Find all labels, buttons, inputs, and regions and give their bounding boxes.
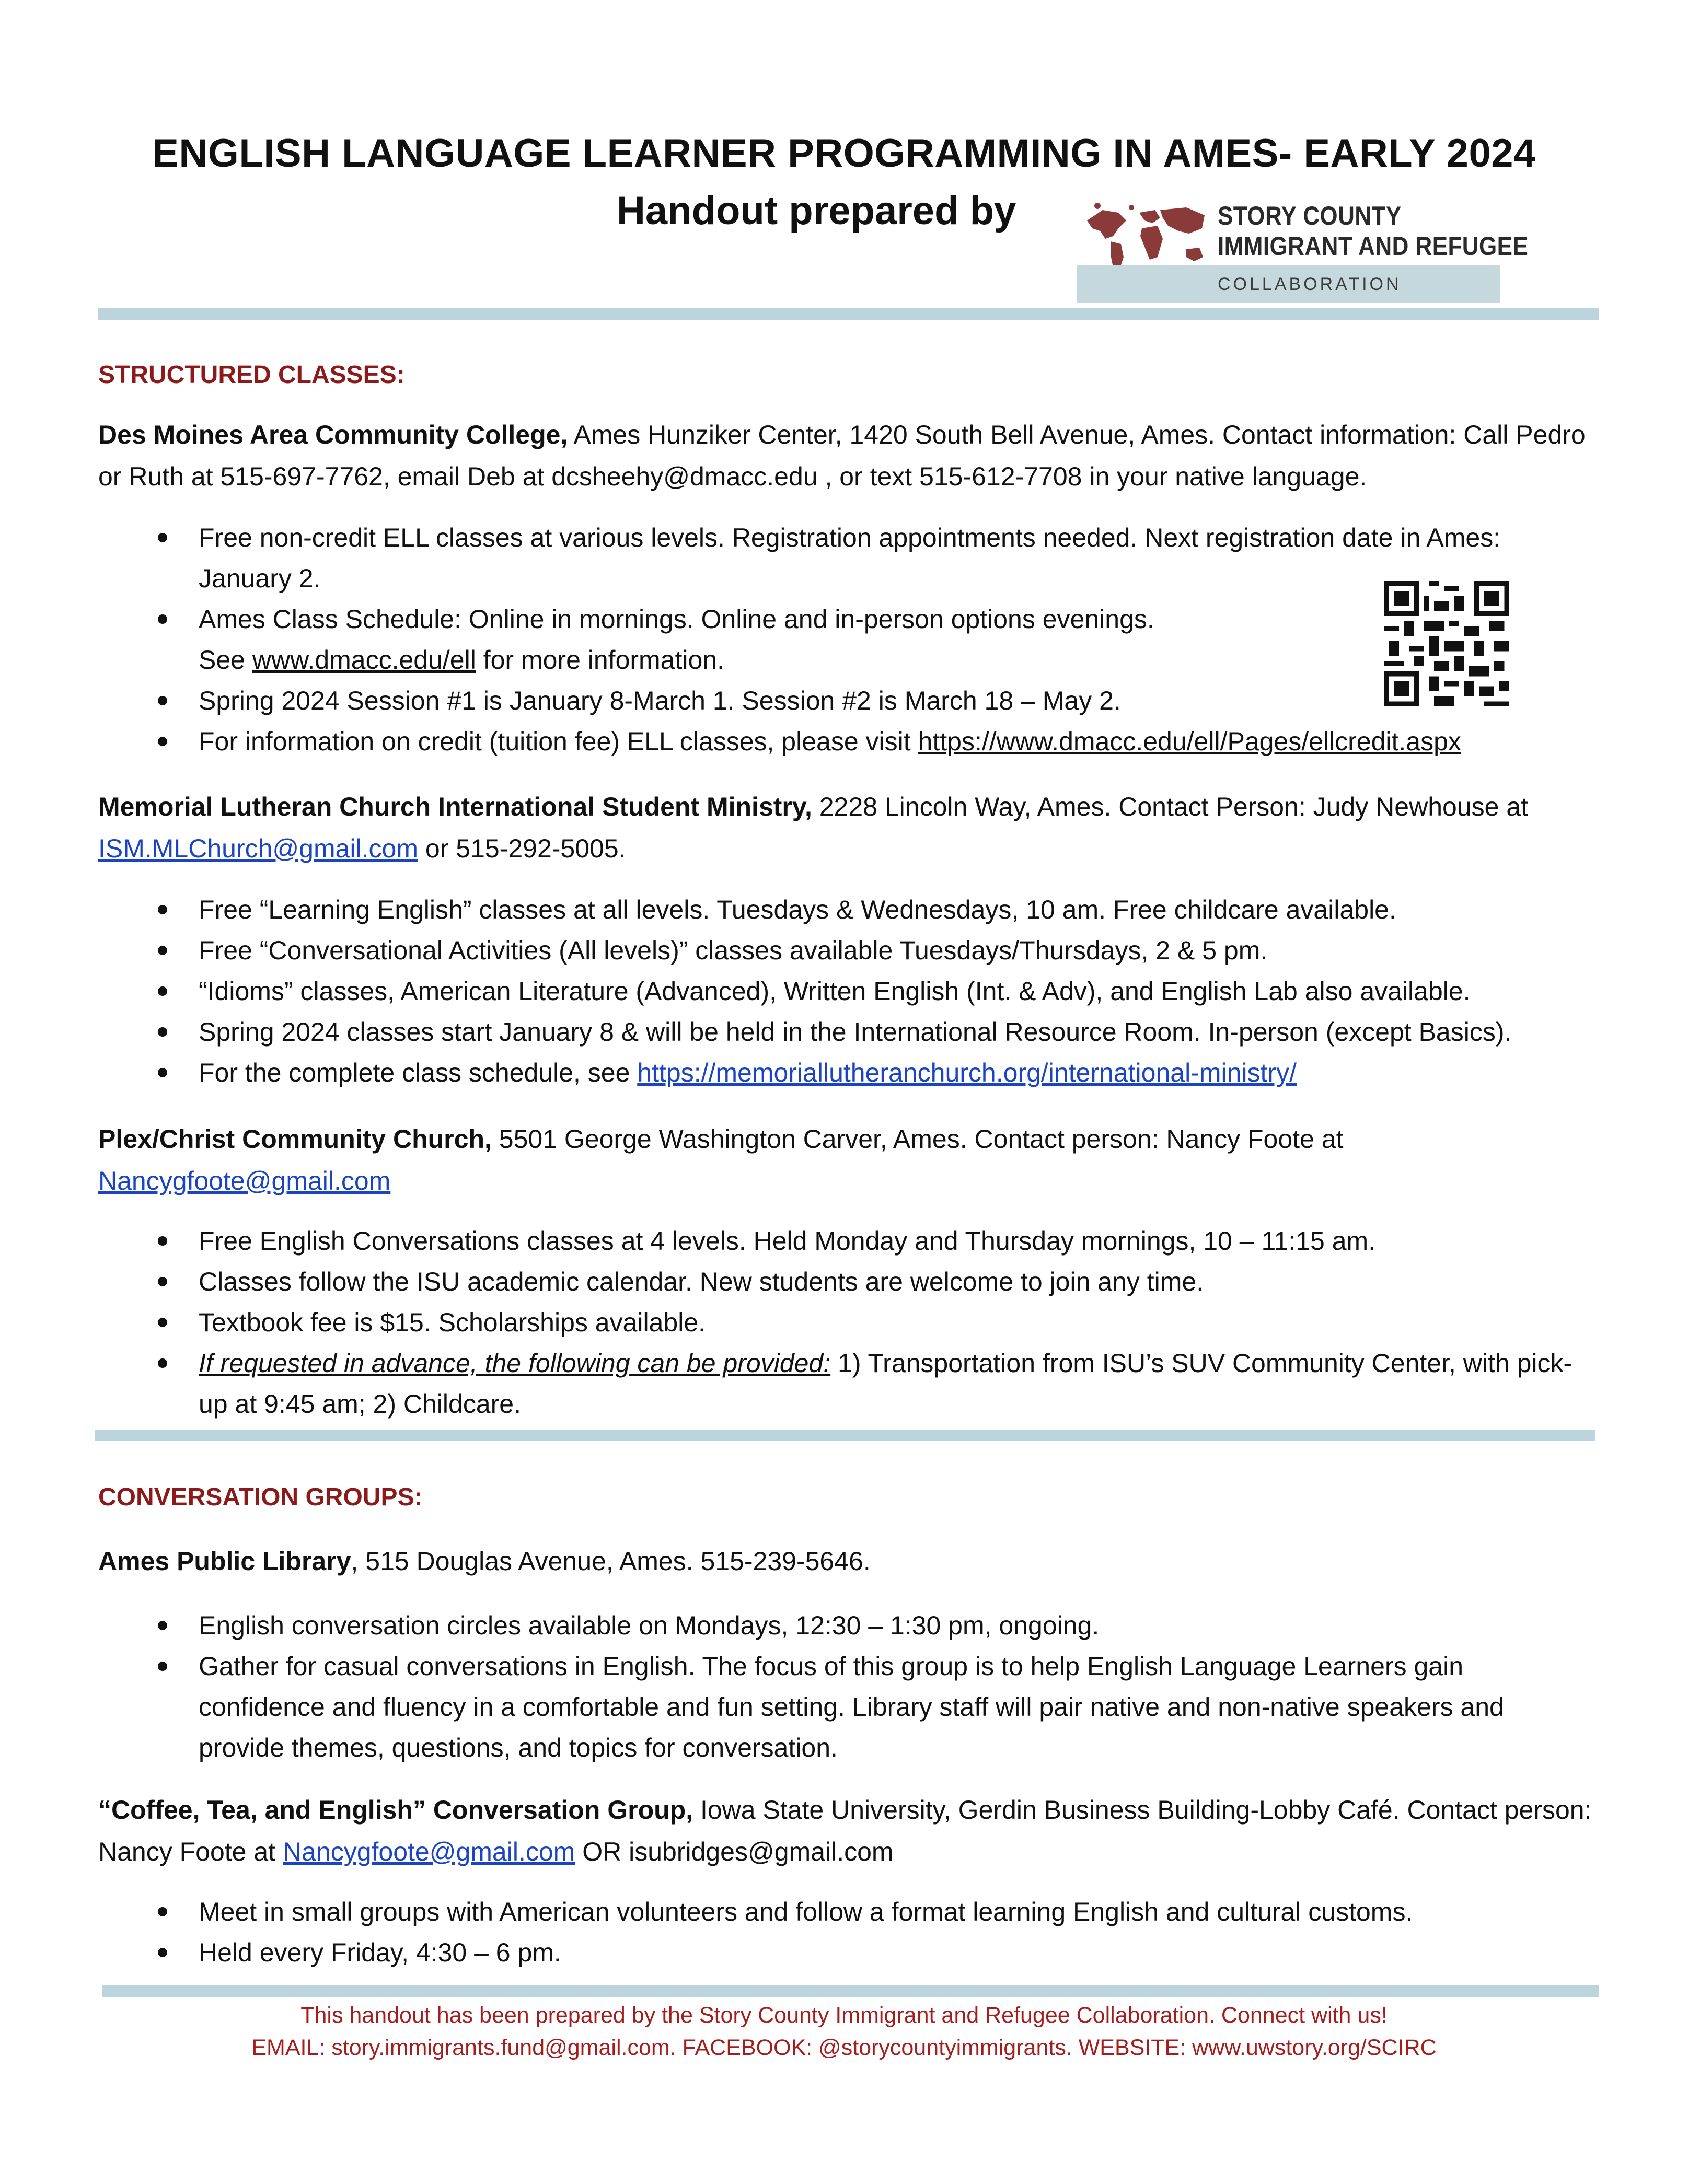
coffee-description: “Coffee, Tea, and English” Conversation Group, Iowa State University, Gerdin Business Building-Lobby Café. Contact person: Nancy Foote at Nancygfoote@gmail.com OR isubridges@gmail.com <box>98 1795 1592 1866</box>
structured-classes-heading: STRUCTURED CLASSES: <box>98 361 405 389</box>
list-item: Gather for casual conversations in English. The focus of this group is to help English Language Learners gain confidence and fluency in a comfortable and fun setting. Library staff will pair native and non-native speakers and provide themes, questions, and topics for conversation. <box>0 1646 1578 1768</box>
library-description: Ames Public Library, 515 Douglas Avenue, Ames. 515-239-5646. <box>98 1547 871 1576</box>
logo-line-3: COLLABORATION <box>1218 274 1402 294</box>
list-item: Free English Conversations classes at 4 levels. Held Monday and Thursday mornings, 10 – 11:15 am. <box>0 1221 1578 1261</box>
section-divider <box>95 1430 1595 1441</box>
list-item: For the complete class schedule, see https://memoriallutheranchurch.org/international-ministry/ <box>0 1052 1578 1093</box>
coffee-email-link[interactable]: Nancygfoote@gmail.com <box>282 1837 575 1866</box>
dmacc-description <box>98 414 1593 497</box>
qr-code-icon[interactable] <box>1384 581 1509 706</box>
list-item: Textbook fee is $15. Scholarships available. <box>0 1302 1578 1343</box>
dmacc-credit-link[interactable]: https://www.dmacc.edu/ell/Pages/ellcredit.aspx <box>918 727 1461 756</box>
header-divider <box>98 308 1599 320</box>
page-subtitle: Handout prepared by <box>617 189 1016 233</box>
page-title: ENGLISH LANGUAGE LEARNER PROGRAMMING IN AMES- EARLY 2024 <box>152 131 1536 176</box>
list-item: Free non-credit ELL classes at various levels. Registration appointments needed. Next registration date in Ames: January 2. <box>0 517 1578 599</box>
mlc-name: Memorial Lutheran Church International Student Ministry, <box>98 792 812 821</box>
mlc-list <box>0 889 1578 1093</box>
dmacc-info: Ames Hunziker Center, 1420 South Bell Avenue, Ames. Contact information: Call Pedro or Ruth at 515-697-7762, email Deb at dcsheehy@dmacc.edu , or text 515-612-7708 in your native language. <box>98 420 1586 491</box>
list-item: Spring 2024 classes start January 8 & will be held in the International Resource Room. In-person (except Basics). <box>0 1012 1578 1052</box>
footer-divider <box>102 1985 1599 1997</box>
list-item: Classes follow the ISU academic calendar. New students are welcome to join any time. <box>0 1261 1578 1302</box>
dmacc-list <box>0 517 1578 762</box>
list-item: Meet in small groups with American volunteers and follow a format learning English and cultural customs. <box>0 1891 1578 1932</box>
mlc-schedule-link[interactable]: https://memoriallutheranchurch.org/international-ministry/ <box>637 1058 1297 1087</box>
list-item: If requested in advance, the following can be provided: 1) Transportation from ISU’s SUV Community Center, with pick-up at 9:45 am; 2) Childcare. <box>0 1343 1578 1424</box>
advance-label: If requested in advance, the following can be provided: <box>199 1349 831 1378</box>
library-list <box>0 1605 1578 1768</box>
scirc-logo <box>1077 193 1529 303</box>
mlc-email-link[interactable]: ISM.MLChurch@gmail.com <box>98 834 419 863</box>
list-item: Held every Friday, 4:30 – 6 pm. <box>0 1932 1578 1973</box>
list-item: For information on credit (tuition fee) ELL classes, please visit https://www.dmacc.edu/ell/Pages/ellcredit.aspx <box>0 721 1578 762</box>
library-name: Ames Public Library <box>98 1547 351 1576</box>
mlc-description: Memorial Lutheran Church International Student Ministry, 2228 Lincoln Way, Ames. Contact Person: Judy Newhouse at ISM.MLChurch@gmail.com or 515-292-5005. <box>98 792 1529 863</box>
dmacc-ell-link[interactable]: www.dmacc.edu/ell <box>252 645 476 675</box>
coffee-list <box>0 1891 1578 1973</box>
plex-email-link[interactable]: Nancygfoote@gmail.com <box>98 1166 391 1195</box>
footer <box>0 1999 1688 2064</box>
footer-line-1: This handout has been prepared by the Story County Immigrant and Refugee Collaboration. Connect with us! <box>300 2003 1388 2028</box>
list-item: Free “Conversational Activities (All levels)” classes available Tuesdays/Thursdays, 2 & 5 pm. <box>0 930 1578 971</box>
footer-line-2: EMAIL: story.immigrants.fund@gmail.com. FACEBOOK: @storycountyimmigrants. WEBSITE: www.uwstory.org/SCIRC <box>251 2035 1437 2060</box>
plex-list <box>0 1221 1578 1424</box>
plex-description: Plex/Christ Community Church, 5501 George Washington Carver, Ames. Contact person: Nancy Foote at Nancygfoote@gmail.com <box>98 1124 1344 1195</box>
plex-name: Plex/Christ Community Church, <box>98 1124 492 1154</box>
list-item: Ames Class Schedule: Online in mornings. Online and in-person options evenings. See www.dmacc.edu/ell for more information. <box>0 599 1348 680</box>
list-item: “Idioms” classes, American Literature (Advanced), Written English (Int. & Adv), and English Lab also available. <box>0 971 1578 1012</box>
list-item: English conversation circles available on Mondays, 12:30 – 1:30 pm, ongoing. <box>0 1605 1578 1646</box>
dmacc-name: Des Moines Area Community College, <box>98 420 568 449</box>
logo-line-1: STORY COUNTY <box>1218 201 1402 230</box>
logo-line-2: IMMIGRANT AND REFUGEE <box>1218 231 1529 261</box>
list-item: Spring 2024 Session #1 is January 8-March 1. Session #2 is March 18 – May 2. <box>0 680 1578 721</box>
coffee-name: “Coffee, Tea, and English” Conversation Group, <box>98 1795 693 1825</box>
conversation-groups-heading: CONVERSATION GROUPS: <box>98 1483 423 1511</box>
list-item: Free “Learning English” classes at all levels. Tuesdays & Wednesdays, 10 am. Free childcare available. <box>0 889 1578 930</box>
